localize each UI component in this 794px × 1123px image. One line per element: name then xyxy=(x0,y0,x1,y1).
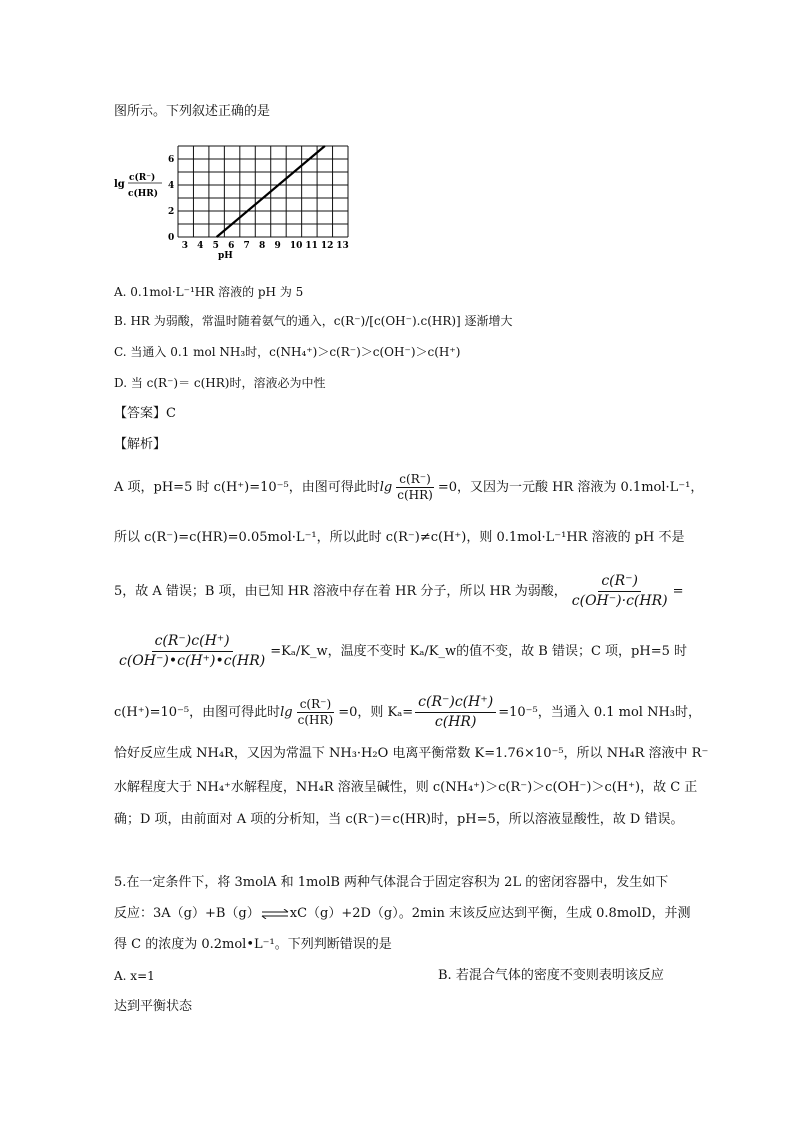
analysis-line-8: 确；D 项，由前面对 A 项的分析知，当 c(R⁻)＝c(HR)时，pH=5，所以溶液显酸性，故 D 错误。 xyxy=(114,812,684,827)
fraction: $\frac{c(R^-)c(H^+)}{c(HR)}$ xyxy=(415,693,496,732)
question-5-option-b-cont: 达到平衡状态 xyxy=(114,999,193,1014)
chart-grid xyxy=(178,146,348,237)
fraction: $\frac{c(R^-)c(H^+)}{c(OH^-)•c(H^+)•c(HR)}$ xyxy=(119,633,266,669)
analysis-text: =0，又因为一元酸 HR 溶液为 0.1mol·L⁻¹， xyxy=(437,480,704,495)
x-axis-label: pH xyxy=(218,251,233,261)
analysis-text: 5，故 A 错误；B 项，由已知 HR 溶液中存在着 HR 分子，所以 HR 为弱酸， xyxy=(114,584,567,599)
question-5-option-b: B. 若混合气体的密度不变则表明该反应 xyxy=(438,968,664,983)
fraction: $\frac{c(R^-)}{c(HR)}$ xyxy=(297,697,334,727)
question-5-option-a: A. x=1 xyxy=(114,969,155,983)
fraction: $\frac{c(R^-)}{c(OH^-)\cdot c(HR)}$ xyxy=(571,573,668,609)
y-tick-label: 0 xyxy=(168,233,175,243)
x-tick-label: 5 xyxy=(212,241,219,251)
y-ticks xyxy=(168,155,174,243)
analysis-text: =0，则 Kₐ= xyxy=(338,705,414,720)
equilibrium-arrow-icon xyxy=(260,909,290,919)
analysis-text: =Kₐ/K_w，温度不变时 Kₐ/K_w的值不变，故 B 错误；C 项，pH=5 时 xyxy=(270,644,688,659)
x-tick-label: 12 xyxy=(320,241,334,251)
option-c: C. 当通入 0.1 mol NH₃时，c(NH₄⁺)＞c(R⁻)＞c(OH⁻)＞c(H⁺) xyxy=(114,345,461,359)
lg-symbol: lg xyxy=(379,480,393,495)
y-tick-label: 6 xyxy=(168,155,175,165)
x-tick-label: 3 xyxy=(181,241,188,251)
x-tick-label: 13 xyxy=(336,241,349,251)
x-tick-label: 4 xyxy=(197,241,204,251)
x-tick-label: 10 xyxy=(289,241,303,251)
y-tick-label: 2 xyxy=(168,207,175,217)
x-tick-label: 9 xyxy=(274,241,281,251)
analysis-line-6: 恰好反应生成 NH₄R，又因为常温下 NH₃·H₂O 电离平衡常数 K=1.76×10⁻⁵，所以 NH₄R 溶液中 R⁻ xyxy=(114,746,709,761)
analysis-text: A 项，pH=5 时 c(H⁺)=10⁻⁵，由图可得此时 xyxy=(114,480,380,495)
x-tick-label: 11 xyxy=(305,241,318,251)
analysis-label: 【解析】 xyxy=(114,437,167,452)
x-tick-label: 8 xyxy=(259,241,266,251)
analysis-line-5 xyxy=(114,693,701,732)
option-d: D. 当 c(R⁻)＝ c(HR)时，溶液必为中性 xyxy=(114,376,326,390)
analysis-line-3 xyxy=(114,572,684,611)
question-5-line-2 xyxy=(114,905,691,923)
analysis-text: =10⁻⁵，当通入 0.1 mol NH₃时， xyxy=(498,705,702,720)
x-tick-label: 6 xyxy=(228,241,235,251)
analysis-line-2: 所以 c(R⁻)=c(HR)=0.05mol·L⁻¹，所以此时 c(R⁻)≠c(H⁺)，则 0.1mol·L⁻¹HR 溶液的 pH 不是 xyxy=(114,530,685,545)
x-tick-label: 7 xyxy=(243,241,250,251)
fraction: $\frac{c(R^-)}{c(HR)}$ xyxy=(397,472,433,502)
q5-text: 反应：3A（g）+B（g） xyxy=(114,906,260,921)
q5-text: xC（g）+2D（g）。2min 末该反应达到平衡，生成 0.8molD，并测 xyxy=(289,906,691,921)
question-5-line-1: 5.在一定条件下，将 3molA 和 1molB 两种气体混合于固定容积为 2L 的密闭容器中，发生如下 xyxy=(114,875,669,890)
intro-text: 图所示。下列叙述正确的是 xyxy=(114,104,271,119)
answer-label: 【答案】C xyxy=(114,406,176,421)
analysis-line-4 xyxy=(114,632,687,671)
ph-chart xyxy=(110,140,360,265)
y-tick-label: 4 xyxy=(168,181,175,191)
analysis-text: = xyxy=(672,584,684,599)
analysis-line-7: 水解程度大于 NH₄⁺水解程度，NH₄R 溶液呈碱性，则 c(NH₄⁺)＞c(R⁻)＞c(OH⁻)＞c(H⁺)，故 C 正 xyxy=(114,780,698,795)
option-b: B. HR 为弱酸，常温时随着氨气的通入，c(R⁻)/[c(OH⁻).c(HR)] 逐渐增大 xyxy=(114,314,513,328)
option-a: A. 0.1mol·L⁻¹HR 溶液的 pH 为 5 xyxy=(114,285,304,299)
analysis-line-1 xyxy=(114,472,703,503)
x-ticks xyxy=(182,241,349,251)
lg-symbol: lg xyxy=(280,705,293,720)
question-5-line-3: 得 C 的浓度为 0.2mol•L⁻¹。下列判断错误的是 xyxy=(114,937,392,952)
analysis-text: c(H⁺)=10⁻⁵，由图可得此时 xyxy=(114,705,281,720)
y-axis-denominator: c(HR) xyxy=(128,189,158,199)
y-axis-prefix: lg xyxy=(114,179,125,190)
y-axis-numerator: c(R⁻) xyxy=(129,173,156,183)
